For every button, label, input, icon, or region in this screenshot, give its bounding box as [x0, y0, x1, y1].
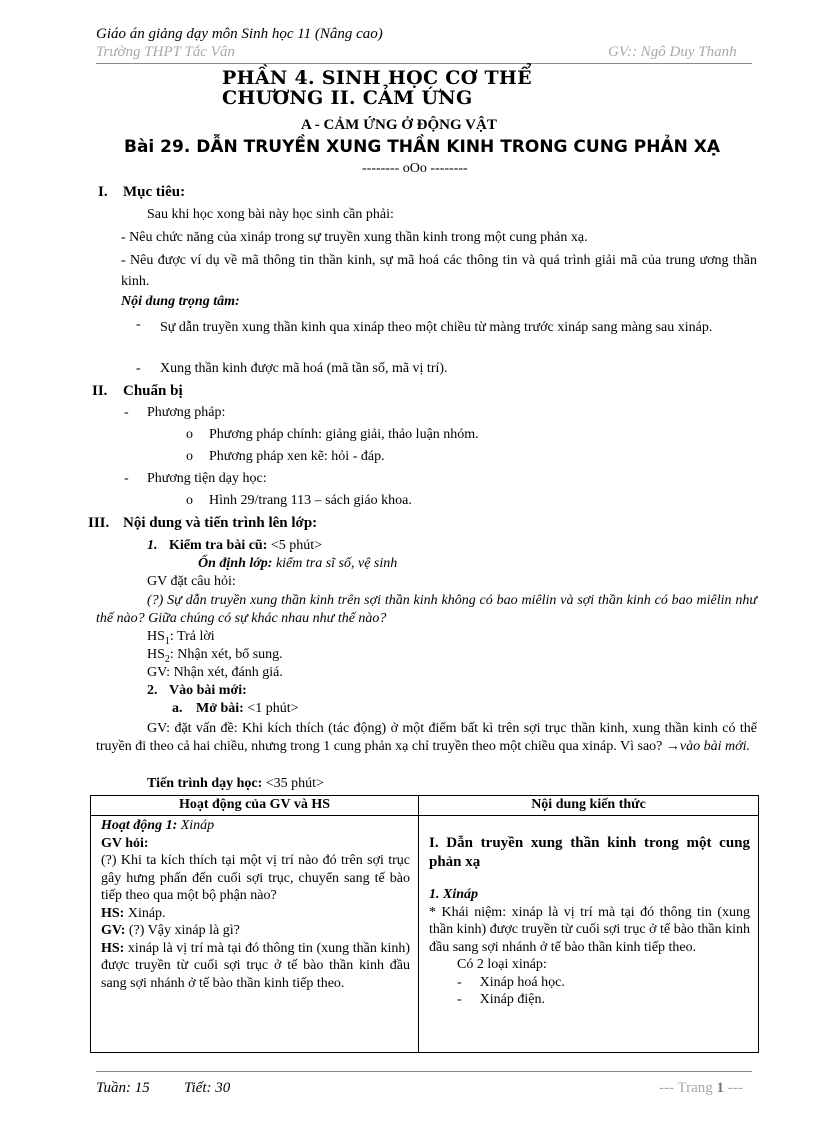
hs2-answer-label: HS: — [101, 940, 125, 956]
arrow-icon: → — [665, 739, 680, 754]
focus-dash-2: - — [136, 361, 141, 376]
sa-title: Mở bài: — [196, 701, 244, 716]
sec2-num: II. — [92, 383, 108, 399]
stable-label: Ổn định lớp: — [198, 556, 273, 571]
sec1-intro: Sau khi học xong bài này học sinh cần phải: — [147, 207, 394, 222]
activity-label: Hoạt động 1: — [101, 818, 178, 833]
s2-title: Vào bài mới: — [169, 683, 247, 698]
s1-title: Kiểm tra bài cũ: — [169, 538, 268, 553]
method-item-2: Phương pháp xen kẽ: hỏi - đáp. — [209, 449, 385, 464]
week-label: Tuần: — [96, 1080, 132, 1096]
activity-cell — [91, 816, 419, 1053]
sec1-num: I. — [98, 184, 108, 200]
footer-rule — [96, 1071, 752, 1072]
s1-time: <5 phút> — [267, 538, 323, 553]
content-cell — [419, 816, 759, 1053]
footer-page — [659, 1080, 743, 1097]
type-dash-1: - — [457, 974, 462, 990]
hs1-text: : Trả lời — [169, 629, 215, 644]
gv2-text: (?) Vậy xináp là gì? — [125, 923, 240, 938]
header-rule — [96, 63, 752, 64]
hs1-answer-label: HS: — [101, 905, 125, 921]
tools-item-1: Hình 29/trang 113 – sách giáo khoa. — [209, 493, 412, 508]
sec2-title: Chuẩn bị — [123, 383, 183, 399]
old-question: (?) Sự dẫn truyền xung thần kinh trên sợi thần kinh không có bao miêlin và sợi thần kinh có bao miêlin như thế nào? Giữa chúng có sự khác nhau như thế nào? — [96, 593, 757, 626]
content-sub: 1. Xináp — [429, 887, 479, 902]
type-item-2 — [429, 991, 750, 1009]
page-prefix: --- Trang — [659, 1080, 713, 1096]
progress-title: Tiến trình dạy học: — [147, 776, 263, 791]
s2-line — [147, 683, 247, 699]
concept-label: * Khái niệm: — [429, 904, 507, 920]
week-value: 15 — [134, 1080, 150, 1096]
chapter-title: CHƯƠNG II. CẢM ỨNG — [222, 87, 473, 109]
progress-line — [147, 776, 324, 792]
method-dash: - — [124, 405, 129, 420]
hs2-sub: 2 — [164, 653, 170, 665]
s1-num: 1. — [147, 538, 158, 553]
stable-line — [198, 556, 397, 572]
sec1-title: Mục tiêu: — [123, 184, 186, 200]
progress-time: <35 phút> — [262, 776, 324, 791]
hs2-answer: xináp là vị trí mà tại đó thông tin (xung thần kinh) được truyền từ cuối sợi trục ở tế bào thần kinh đầu sang sợi nhánh ở tế bào thần kinh tiếp theo. — [101, 940, 410, 991]
sa-num: a. — [172, 701, 183, 716]
type-1: Xináp hoá học. — [479, 974, 565, 990]
concept-text: xináp là vị trí mà tại đó thông tin (xung thần kinh) được truyền từ cuối sợi trục ở tế bào thần kinh đầu sang sợi nhánh ở tế bào thần kinh tiếp theo. — [429, 904, 750, 955]
gv-eval: GV: Nhận xét, đánh giá. — [147, 665, 283, 680]
tools-bullet-1: o — [186, 493, 193, 508]
sa-time: <1 phút> — [243, 701, 299, 716]
s2-num: 2. — [147, 683, 158, 698]
separator: -------- oOo -------- — [362, 161, 468, 176]
hs2-text: : Nhận xét, bổ sung. — [169, 647, 283, 662]
sa-line — [172, 701, 299, 717]
header-school: Trường THPT Tắc Vân — [96, 44, 235, 60]
part-title: PHẦN 4. SINH HỌC CƠ THỂ — [222, 67, 532, 89]
intro-link: vào bài mới. — [679, 739, 750, 754]
type-dash-2: - — [457, 992, 462, 1007]
type-2: Xináp điện. — [479, 992, 545, 1007]
footer-week — [96, 1080, 150, 1097]
method-bullet-2: o — [186, 449, 193, 464]
focus-item-1: Sự dẫn truyền xung thần kinh qua xináp theo một chiều từ màng trước xináp sang màng sau xináp. — [160, 320, 713, 335]
period-value: 30 — [215, 1080, 231, 1096]
stable-text: kiểm tra sĩ số, vệ sinh — [272, 556, 398, 571]
sec3-num: III. — [88, 515, 110, 531]
hs1-sub: 1 — [164, 635, 170, 647]
type-item-1 — [429, 974, 750, 992]
header-teacher: GV:: Ngô Duy Thanh — [608, 44, 737, 60]
hs2-label: HS — [147, 647, 165, 662]
hs2-line — [147, 647, 283, 665]
sec1-item-1: - Nêu chức năng của xináp trong sự truyền xung thần kinh trong một cung phản xạ. — [121, 230, 588, 245]
intro-text: GV: đặt vấn đề: Khi kích thích (tác động) ở một điểm bất kì trên sợi trục thần kinh, xung thần kinh có thể truyền đi theo cả hai chiều, nhưng trong 1 cung phản xạ chỉ truyền theo một chiều qua xináp. Vì sao? — [96, 721, 757, 754]
question-1: (?) Khi ta kích thích tại một vị trí nào đó trên sợi trục gây hưng phấn đến cuối sợi trục, chuyển sang tế bào tiếp theo qua một bộ phận nào? — [101, 853, 410, 903]
gv2-label: GV: — [101, 923, 126, 938]
page-suffix: --- — [727, 1080, 743, 1096]
table-header-content: Nội dung kiến thức — [419, 796, 759, 816]
content-heading: I. Dẫn truyền xung thần kinh trong một cung phản xạ — [429, 835, 750, 870]
footer-period — [184, 1080, 230, 1097]
period-label: Tiết: — [184, 1080, 212, 1096]
focus-dash-1: - — [136, 317, 141, 332]
table-header-activity: Hoạt động của GV và HS — [91, 796, 419, 816]
method-item-1: Phương pháp chính: giảng giải, thảo luận nhóm. — [209, 427, 479, 442]
section-title: A - CẢM ỨNG Ở ĐỘNG VẬT — [301, 117, 497, 133]
method-bullet-1: o — [186, 427, 193, 442]
header-subject: Giáo án giảng dạy môn Sinh học 11 (Nâng cao) — [96, 26, 383, 42]
gv-ask: GV đặt câu hỏi: — [147, 574, 236, 589]
table-row — [91, 816, 759, 1053]
activity-name: Xináp — [177, 818, 215, 833]
sec1-item-2: - Nêu được ví dụ về mã thông tin thần kinh, sự mã hoá các thông tin và quá trình giải mã của trung ương thần kinh. — [121, 253, 757, 289]
hs1-line — [147, 629, 215, 647]
tools-dash: - — [124, 471, 129, 486]
focus-item-2: Xung thần kinh được mã hoá (mã tần số, mã vị trí). — [160, 361, 448, 376]
page-number: 1 — [716, 1080, 725, 1096]
table-header-row — [91, 796, 759, 816]
s1-line — [147, 538, 322, 554]
sec3-title: Nội dung và tiến trình lên lớp: — [123, 515, 318, 531]
intro-paragraph — [96, 720, 757, 756]
hs1-label: HS — [147, 629, 165, 644]
hs1-answer: Xináp. — [124, 905, 166, 921]
lesson-title: Bài 29. DẪN TRUYỀN XUNG THẦN KINH TRONG CUNG PHẢN XẠ — [124, 137, 721, 157]
lesson-table — [90, 795, 759, 1053]
method-label: Phương pháp: — [147, 405, 226, 420]
types-intro: Có 2 loại xináp: — [457, 957, 547, 972]
focus-title: Nội dung trọng tâm: — [121, 294, 240, 309]
tools-label: Phương tiện dạy học: — [147, 471, 267, 486]
gv-ask-label: GV hỏi: — [101, 835, 149, 851]
